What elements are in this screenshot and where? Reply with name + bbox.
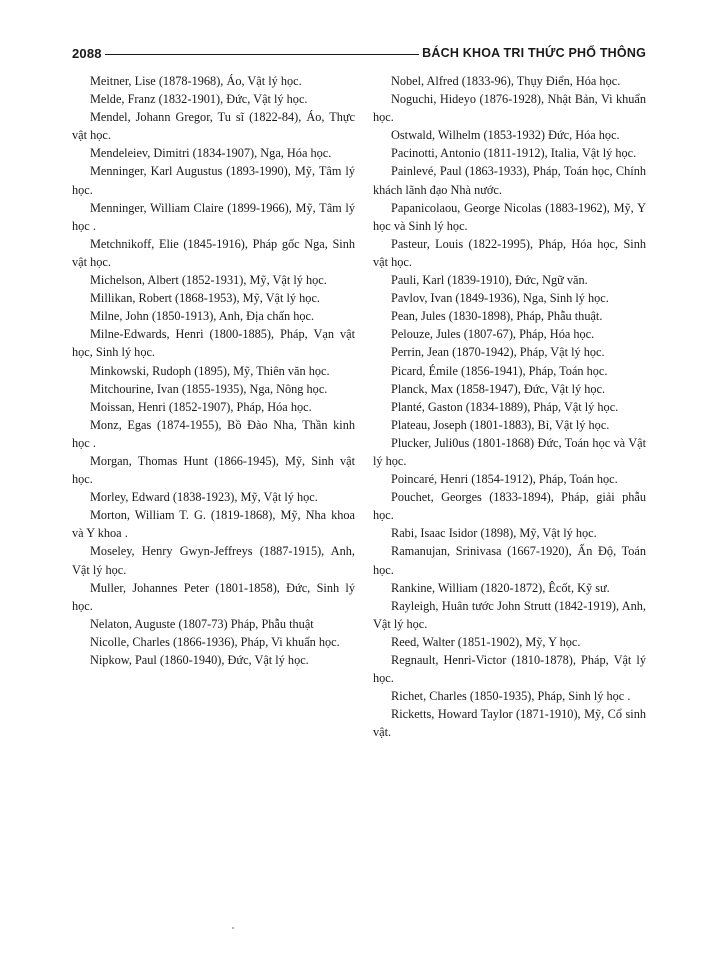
entry: Monz, Egas (1874-1955), Bồ Đào Nha, Thần kinh học . — [72, 417, 355, 450]
entry: Morley, Edward (1838-1923), Mỹ, Vật lý học. — [90, 490, 318, 505]
entry: Plateau, Joseph (1801-1883), Bỉ, Vật lý học. — [391, 417, 610, 432]
entry: Pouchet, Georges (1833-1894), Pháp, giải phẫu học. — [373, 490, 646, 523]
entry: Menninger, William Claire (1899-1966), Mỹ, Tâm lý học . — [72, 200, 355, 233]
entry: Noguchi, Hideyo (1876-1928), Nhật Bản, Vi khuẩn học. — [373, 92, 646, 125]
scan-dot — [232, 927, 234, 929]
entry: Ricketts, Howard Taylor (1871-1910), Mỹ, Cổ sinh vật. — [373, 707, 646, 740]
entry: Milne-Edwards, Henri (1800-1885), Pháp, Vạn vật học, Sinh lý học. — [72, 327, 355, 360]
entry: Plucker, Juli0us (1801-1868) Đức, Toán học và Vật lý học. — [373, 435, 646, 468]
entry: Nipkow, Paul (1860-1940), Đức, Vật lý học. — [90, 653, 309, 667]
header-rule — [105, 54, 419, 55]
entry: Meitner, Lise (1878-1968), Áo, Vật lý học. — [90, 74, 302, 88]
page-header — [72, 42, 646, 64]
entry: Morton, William T. G. (1819-1868), Mỹ, Nha khoa và Y khoa . — [72, 508, 355, 541]
entry: Menninger, Karl Augustus (1893-1990), Mỹ, Tâm lý học. — [72, 164, 355, 197]
entry: Melde, Franz (1832-1901), Đức, Vật lý học. — [90, 92, 308, 107]
entry: Mendeleiev, Dimitri (1834-1907), Nga, Hóa học. — [90, 146, 332, 161]
entry: Papanicolaou, George Nicolas (1883-1962), Mỹ, Y học và Sinh lý học. — [373, 200, 646, 233]
entry: Rankine, William (1820-1872), Êcốt, Kỹ sư. — [391, 580, 610, 595]
entry: Picard, Émile (1856-1941), Pháp, Toán học. — [391, 363, 608, 378]
entry: Millikan, Robert (1868-1953), Mỹ, Vật lý học. — [90, 291, 320, 306]
entry: Mitchourine, Ivan (1855-1935), Nga, Nông học. — [90, 381, 328, 396]
entry: Rayleigh, Huân tước John Strutt (1842-1919), Anh, Vật lý học. — [373, 598, 646, 631]
entry: Painlevé, Paul (1863-1933), Pháp, Toán học, Chính khách lãnh đạo Nhà nước. — [373, 164, 646, 197]
entry: Pacinotti, Antonio (1811-1912), Italia, Vật lý học. — [391, 146, 637, 161]
running-title: BÁCH KHOA TRI THỨC PHỔ THÔNG — [422, 46, 646, 60]
entry: Moseley, Henry Gwyn-Jeffreys (1887-1915), Anh, Vật lý học. — [72, 544, 355, 577]
entry: Rabi, Isaac Isidor (1898), Mỹ, Vật lý học. — [391, 526, 597, 541]
entry: Ostwald, Wilhelm (1853-1932) Đức, Hóa học. — [391, 128, 620, 143]
entry: Poincaré, Henri (1854-1912), Pháp, Toán học. — [391, 472, 618, 487]
entry: Morgan, Thomas Hunt (1866-1945), Mỹ, Sinh vật học. — [72, 453, 355, 487]
entry: Nicolle, Charles (1866-1936), Pháp, Vi khuẩn học. — [90, 634, 340, 649]
page-number: 2088 — [72, 45, 102, 61]
left-column — [72, 72, 355, 669]
entry: Ramanujan, Srinivasa (1667-1920), Ấn Độ, Toán học. — [373, 544, 646, 577]
entry: Regnault, Henri-Victor (1810-1878), Pháp, Vật lý học. — [373, 653, 646, 686]
entry: Reed, Walter (1851-1902), Mỹ, Y học. — [391, 634, 581, 649]
entry: Planté, Gaston (1834-1889), Pháp, Vật lý học. — [391, 399, 619, 414]
entry: Perrin, Jean (1870-1942), Pháp, Vật lý học. — [391, 345, 605, 360]
entry: Milne, John (1850-1913), Anh, Địa chấn học. — [90, 309, 315, 324]
entry: Muller, Johannes Peter (1801-1858), Đức, Sinh lý học. — [72, 580, 355, 613]
entry: Metchnikoff, Elie (1845-1916), Pháp gốc Nga, Sinh vật học. — [72, 236, 355, 269]
entry: Nelaton, Auguste (1807-73) Pháp, Phẫu thuật — [90, 616, 314, 631]
entry: Nobel, Alfred (1833-96), Thụy Điển, Hóa học. — [391, 74, 621, 88]
entry: Pauli, Karl (1839-1910), Đức, Ngữ văn. — [391, 273, 588, 288]
entry: Pean, Jules (1830-1898), Pháp, Phẫu thuật. — [391, 309, 603, 324]
entry: Pasteur, Louis (1822-1995), Pháp, Hóa học, Sinh vật học. — [373, 236, 646, 269]
right-column — [373, 72, 646, 741]
entry: Minkowski, Rudoph (1895), Mỹ, Thiên văn học. — [90, 363, 330, 378]
entry: Pavlov, Ivan (1849-1936), Nga, Sinh lý học. — [391, 291, 609, 306]
entry: Moissan, Henri (1852-1907), Pháp, Hóa học. — [90, 399, 312, 414]
entry: Michelson, Albert (1852-1931), Mỹ, Vật lý học. — [90, 273, 327, 288]
entry: Pelouze, Jules (1807-67), Pháp, Hóa học. — [391, 327, 595, 342]
entry: Mendel, Johann Gregor, Tu sĩ (1822-84), Áo, Thực vật học. — [72, 110, 355, 143]
entry: Richet, Charles (1850-1935), Pháp, Sinh lý học . — [391, 689, 631, 704]
entry: Planck, Max (1858-1947), Đức, Vật lý học. — [391, 381, 606, 396]
